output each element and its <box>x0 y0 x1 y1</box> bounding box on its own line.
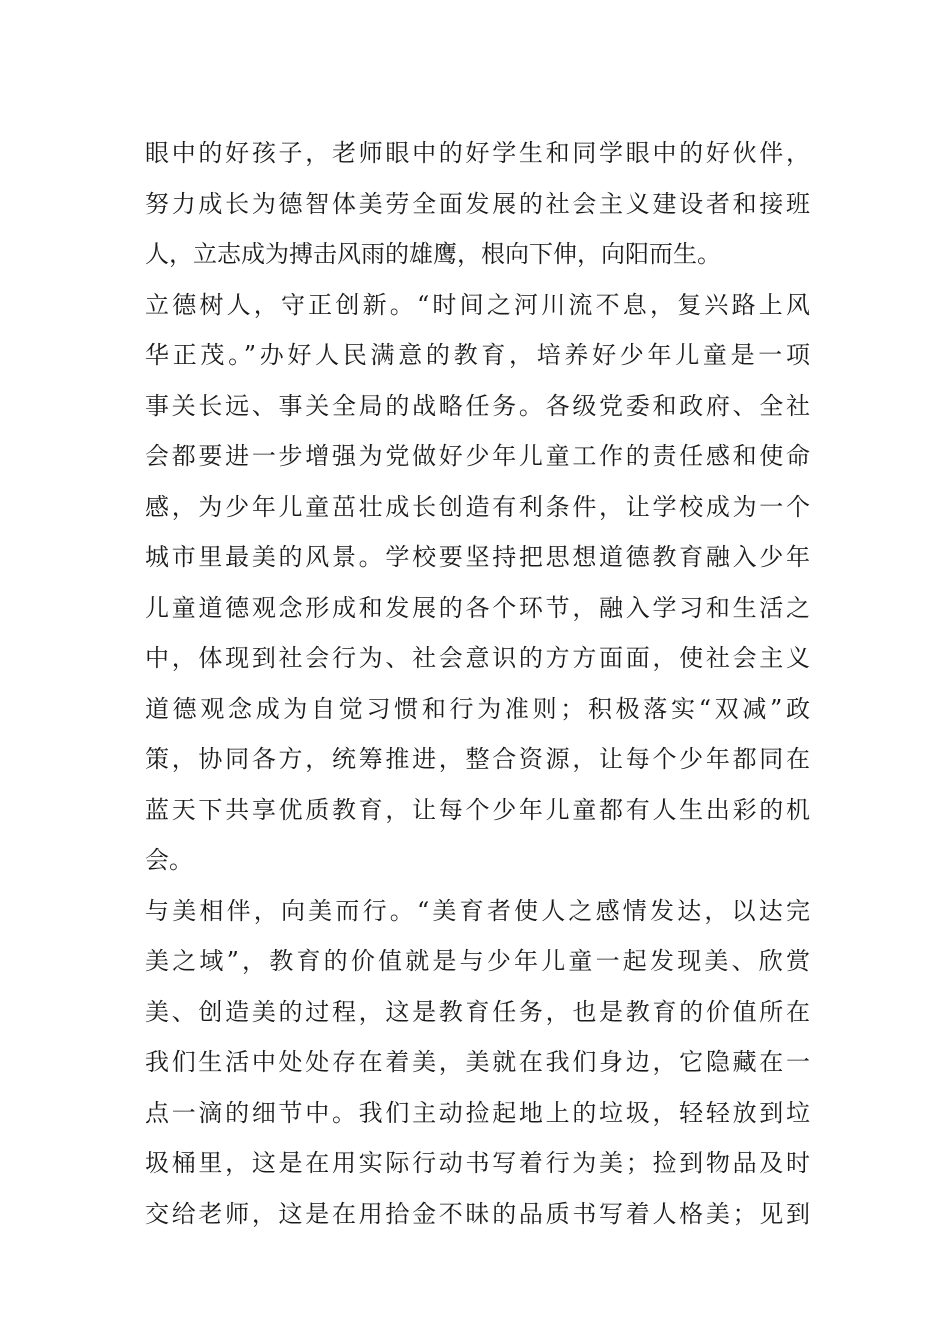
text-line-16: 与美相伴，向美而行。“美育者使人之感情发达，以达完 <box>145 896 810 925</box>
text-line-20: 点一滴的细节中。我们主动捡起地上的垃圾，轻轻放到垃 <box>145 1098 810 1127</box>
text-line-21: 圾桶里，这是在用实际行动书写着行为美；捡到物品及时 <box>145 1149 810 1177</box>
text-line-7: 会都要进一步增强为党做好少年儿童工作的责任感和使命 <box>145 442 810 470</box>
text-line-9: 城市里最美的风景。学校要坚持把思想道德教育融入少年 <box>145 543 810 571</box>
text-line-10: 儿童道德观念形成和发展的各个环节，融入学习和生活之 <box>145 593 810 622</box>
text-line-17: 美之域”，教育的价值就是与少年儿童一起发现美、欣赏 <box>145 947 810 975</box>
text-line-8: 感，为少年儿童茁壮成长创造有利条件，让学校成为一个 <box>145 492 810 521</box>
text-line-13: 策，协同各方，统筹推进，整合资源，让每个少年都同在 <box>145 745 810 773</box>
text-line-4: 立德树人，守正创新。“时间之河川流不息，复兴路上风 <box>145 290 810 319</box>
text-line-1: 眼中的好孩子，老师眼中的好学生和同学眼中的好伙伴， <box>145 139 810 167</box>
text-line-2: 努力成长为德智体美劳全面发展的社会主义建设者和接班 <box>145 189 810 218</box>
text-line-12: 道德观念成为自觉习惯和行为准则；积极落实“双减”政 <box>145 694 810 723</box>
text-line-6: 事关长远、事关全局的战略任务。各级党委和政府、全社 <box>145 391 810 420</box>
text-line-14: 蓝天下共享优质教育，让每个少年儿童都有人生出彩的机 <box>145 795 810 824</box>
text-line-11: 中，体现到社会行为、社会意识的方方面面，使社会主义 <box>145 644 810 672</box>
text-line-18: 美、创造美的过程，这是教育任务，也是教育的价值所在 <box>145 997 810 1026</box>
body-text <box>145 128 810 1239</box>
text-line-19: 我们生活中处处存在着美，美就在我们身边，它隐藏在一 <box>145 1048 810 1076</box>
text-line-3: 人，立志成为搏击风雨的雄鹰，根向下伸，向阳而生。 <box>145 240 721 268</box>
text-line-5: 华正茂。”办好人民满意的教育，培养好少年儿童是一项 <box>145 341 810 369</box>
text-line-22: 交给老师，这是在用拾金不昧的品质书写着人格美；见到 <box>145 1199 810 1228</box>
text-line-15: 会。 <box>145 846 193 874</box>
